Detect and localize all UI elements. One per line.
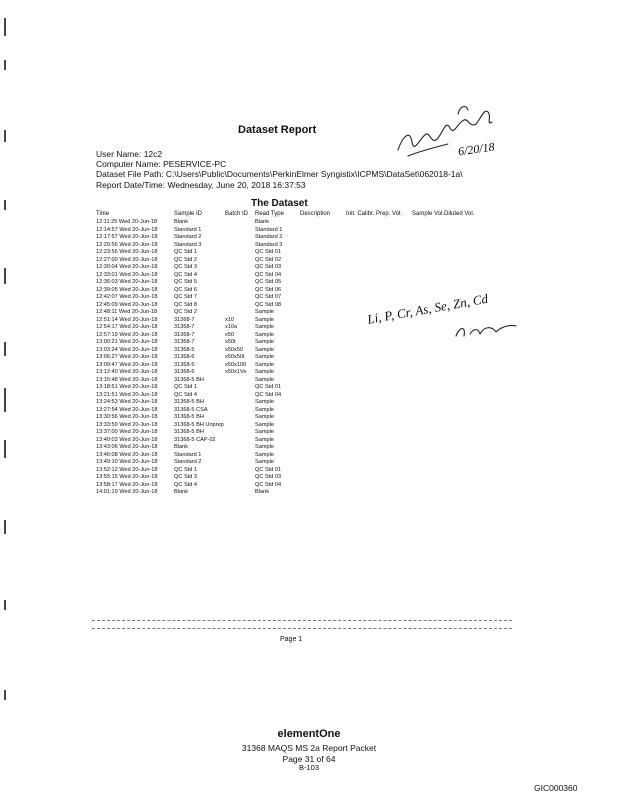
cell-time: 13:40:03 Wed 20-Jun-18: [96, 436, 158, 443]
cell-read-type: Blank: [255, 219, 269, 225]
cell-read-type: Sample: [255, 376, 274, 383]
cell-read-type: QC Std 01: [255, 466, 282, 473]
cell-time: 13:37:00 Wed 20-Jun-18: [96, 429, 158, 435]
cell-sample-id: 31368-5 BH: [174, 376, 204, 383]
cell-sample-id: Standard 1: [174, 451, 202, 458]
cell-sample-id: 31368-5: [174, 361, 195, 368]
cell-dilution: x50t: [225, 339, 236, 345]
cell-time: 12:48:11 Wed 20-Jun-18: [96, 309, 158, 315]
cell-sample-id: QC Std 3: [174, 474, 198, 480]
cell-sample-id: QC Std 5: [174, 279, 198, 285]
cell-read-type: Sample: [255, 369, 274, 375]
cell-read-type: QC Std 02: [255, 256, 282, 263]
signature: [388, 98, 508, 168]
margin-mark: [4, 342, 6, 356]
cell-read-type: Standard 3: [255, 241, 283, 248]
cell-dilution: x10: [225, 316, 235, 323]
cell-read-type: Sample: [255, 361, 274, 368]
cell-sample-id: 31368-5: [174, 346, 195, 353]
margin-mark: [4, 268, 6, 284]
margin-mark: [4, 130, 6, 142]
cell-read-type: QC Std 04: [255, 271, 282, 278]
cell-time: 12:33:01 Wed 20-Jun-18: [96, 271, 158, 278]
cell-read-type: Sample: [255, 346, 274, 353]
header-sample-vol: Sample Vol.: [412, 211, 445, 217]
cell-time: 13:46:08 Wed 20-Jun-18: [96, 451, 158, 458]
cell-sample-id: QC Std 2: [174, 309, 198, 315]
cell-dilution: x10a: [225, 324, 238, 330]
cell-dilution: x50x100: [225, 361, 247, 368]
cell-sample-id: QC Std 7: [174, 294, 198, 300]
cell-dilution: x50x50: [225, 346, 244, 353]
cell-time: 12:57:19 Wed 20-Jun-18: [96, 331, 158, 338]
cell-read-type: Sample: [255, 429, 274, 435]
handwritten-elements-note: Li, P, Cr, As, Se, Zn, Cd: [366, 290, 490, 327]
cell-time: 13:58:17 Wed 20-Jun-18: [96, 481, 158, 488]
cell-time: 12:39:05 Wed 20-Jun-18: [96, 286, 158, 293]
header-diluted-vol: Diluted Vol.: [444, 211, 475, 217]
page-of-label: Page 31 of 64: [282, 754, 336, 764]
cell-sample-id: 31368-6: [174, 354, 195, 360]
cell-sample-id: QC Std 1: [174, 249, 198, 255]
cell-read-type: Sample: [255, 421, 274, 428]
margin-mark: [4, 388, 6, 412]
brand-logo-text: elementOne: [277, 728, 341, 740]
cell-read-type: QC Std 06: [255, 286, 282, 293]
cell-read-type: Sample: [255, 331, 274, 338]
cell-time: 12:51:14 Wed 20-Jun-18: [96, 316, 158, 323]
cell-time: 13:21:51 Wed 20-Jun-18: [96, 391, 158, 398]
report-title: Dataset Report: [238, 124, 317, 136]
cell-time: 13:06:27 Wed 20-Jun-18: [96, 354, 158, 360]
computer-name: Computer Name: PESERVICE-PC: [96, 159, 227, 169]
cell-sample-id: 31368-6: [174, 369, 195, 375]
cell-time: 13:33:59 Wed 20-Jun-18: [96, 421, 158, 428]
cell-sample-id: 31368-5 CAP-02: [174, 436, 216, 443]
margin-mark: [4, 690, 6, 700]
cell-read-type: QC Std 03: [255, 474, 282, 480]
cell-time: 12:36:03 Wed 20-Jun-18: [96, 279, 158, 285]
separator-line: [92, 620, 512, 621]
cell-read-type: QC Std 04: [255, 481, 282, 488]
cell-time: 12:11:25 Wed 20-Jun-18: [96, 219, 158, 225]
cell-read-type: Sample: [255, 309, 274, 315]
cell-time: 13:12:40 Wed 20-Jun-18: [96, 369, 158, 375]
cell-sample-id: 31368-7: [174, 324, 195, 330]
separator-line: [92, 628, 512, 629]
cell-time: 12:14:57 Wed 20-Jun-18: [96, 226, 158, 233]
cell-read-type: QC Std 01: [255, 249, 282, 255]
cell-sample-id: 31368-5 BH: [174, 399, 204, 405]
cell-time: 13:43:06 Wed 20-Jun-18: [96, 444, 158, 450]
margin-mark: [4, 600, 6, 610]
cell-sample-id: QC Std 1: [174, 466, 198, 473]
margin-mark: [4, 60, 6, 70]
cell-sample-id: Blank: [174, 489, 188, 495]
cell-sample-id: Standard 3: [174, 241, 202, 248]
cell-sample-id: Standard 2: [174, 234, 202, 240]
cell-sample-id: 31368-5 CSA: [174, 406, 208, 413]
cell-read-type: Sample: [255, 451, 274, 458]
cell-read-type: Sample: [255, 406, 274, 413]
dataset-file-path: Dataset File Path: C:\Users\Public\Documents\PerkinElmer Syngistix\ICPMS\DataSet\062018-1a\: [96, 169, 463, 179]
margin-mark: [4, 18, 6, 36]
handwritten-initials: [452, 318, 522, 342]
cell-time: 13:09:47 Wed 20-Jun-18: [96, 361, 158, 368]
cell-sample-id: QC Std 4: [174, 391, 198, 398]
report-datetime: Report Date/Time: Wednesday, June 20, 2018 16:37:53: [96, 180, 306, 190]
cell-sample-id: QC Std 1: [174, 384, 198, 390]
header-sample-id: Sample ID: [174, 211, 203, 217]
header-initial-sample: Init. Calibr. Prep. Vol.: [346, 211, 403, 217]
header-batch-id: Batch ID: [225, 211, 249, 217]
signature-date: 6/20/18: [457, 139, 496, 159]
cell-read-type: QC Std 08: [255, 301, 282, 308]
margin-mark: [4, 520, 6, 534]
cell-read-type: Blank: [255, 489, 269, 495]
margin-mark: [4, 200, 6, 210]
cell-read-type: Sample: [255, 459, 274, 465]
cell-read-type: QC Std 04: [255, 391, 282, 398]
cell-time: 13:15:48 Wed 20-Jun-18: [96, 376, 158, 383]
cell-sample-id: 31368-5 BH Unprep: [174, 421, 224, 428]
cell-sample-id: QC Std 2: [174, 256, 198, 263]
bates-small: B-103: [298, 763, 319, 772]
cell-sample-id: Standard 1: [174, 226, 202, 233]
cell-dilution: x50x1Ve: [225, 369, 247, 375]
cell-sample-id: QC Std 4: [174, 271, 198, 278]
cell-sample-id: Standard 2: [174, 459, 202, 465]
cell-time: 12:30:04 Wed 20-Jun-18: [96, 264, 158, 270]
user-name: User Name: 12c2: [96, 149, 163, 159]
cell-time: 13:03:24 Wed 20-Jun-18: [96, 346, 158, 353]
cell-sample-id: 31368-7: [174, 331, 195, 338]
cell-sample-id: QC Std 6: [174, 286, 198, 293]
cell-time: 13:24:53 Wed 20-Jun-18: [96, 399, 158, 405]
cell-time: 12:20:56 Wed 20-Jun-18: [96, 241, 158, 248]
cell-read-type: Sample: [255, 444, 274, 450]
bates-id: GIC000360: [534, 783, 578, 793]
cell-sample-id: QC Std 4: [174, 481, 198, 488]
cell-time: 13:52:12 Wed 20-Jun-18: [96, 466, 158, 473]
header-read-type: Read Type: [255, 211, 284, 217]
cell-dilution: x50: [225, 331, 235, 338]
cell-time: 12:17:57 Wed 20-Jun-18: [96, 234, 158, 240]
cell-time: 13:00:21 Wed 20-Jun-18: [96, 339, 158, 345]
cell-read-type: Sample: [255, 339, 274, 345]
cell-time: 13:49:10 Wed 20-Jun-18: [96, 459, 158, 465]
cell-read-type: QC Std 05: [255, 279, 282, 285]
cell-sample-id: 31368-5 BH: [174, 429, 204, 435]
dataset-title: The Dataset: [251, 198, 308, 209]
cell-dilution: x50x50t: [225, 354, 245, 360]
cell-read-type: QC Std 03: [255, 264, 282, 270]
cell-time: 13:27:54 Wed 20-Jun-18: [96, 406, 158, 413]
cell-sample-id: 31368-7: [174, 339, 195, 345]
cell-read-type: Standard 2: [255, 234, 283, 240]
cell-read-type: Sample: [255, 414, 274, 420]
margin-mark: [4, 440, 6, 458]
cell-time: 12:45:09 Wed 20-Jun-18: [96, 301, 158, 308]
cell-read-type: Sample: [255, 354, 274, 360]
cell-sample-id: Blank: [174, 219, 188, 225]
cell-sample-id: 31368-7: [174, 316, 195, 323]
page-number: Page 1: [280, 636, 303, 643]
header-description: Description: [300, 211, 331, 217]
cell-sample-id: 31368-5 BH: [174, 414, 204, 420]
cell-time: 12:42:07 Wed 20-Jun-18: [96, 294, 158, 300]
cell-time: 13:18:51 Wed 20-Jun-18: [96, 384, 158, 390]
cell-read-type: Sample: [255, 316, 274, 323]
cell-read-type: Sample: [255, 436, 274, 443]
cell-read-type: Sample: [255, 324, 274, 330]
cell-time: 12:23:56 Wed 20-Jun-18: [96, 249, 158, 255]
cell-sample-id: QC Std 3: [174, 264, 198, 270]
cell-read-type: QC Std 01: [255, 384, 282, 390]
cell-time: 12:27:00 Wed 20-Jun-18: [96, 256, 158, 263]
cell-time: 12:54:17 Wed 20-Jun-18: [96, 324, 158, 330]
cell-read-type: Standard 1: [255, 226, 283, 233]
cell-read-type: QC Std 07: [255, 294, 282, 300]
report-packet-label: 31368 MAQS MS 2a Report Packet: [241, 743, 377, 753]
cell-time: 13:30:56 Wed 20-Jun-18: [96, 414, 158, 420]
cell-time: 14:01:19 Wed 20-Jun-18: [96, 489, 158, 495]
cell-time: 13:55:15 Wed 20-Jun-18: [96, 474, 158, 480]
cell-read-type: Sample: [255, 399, 274, 405]
cell-sample-id: QC Std 8: [174, 301, 198, 308]
header-time: Time: [96, 211, 110, 217]
cell-sample-id: Blank: [174, 444, 188, 450]
